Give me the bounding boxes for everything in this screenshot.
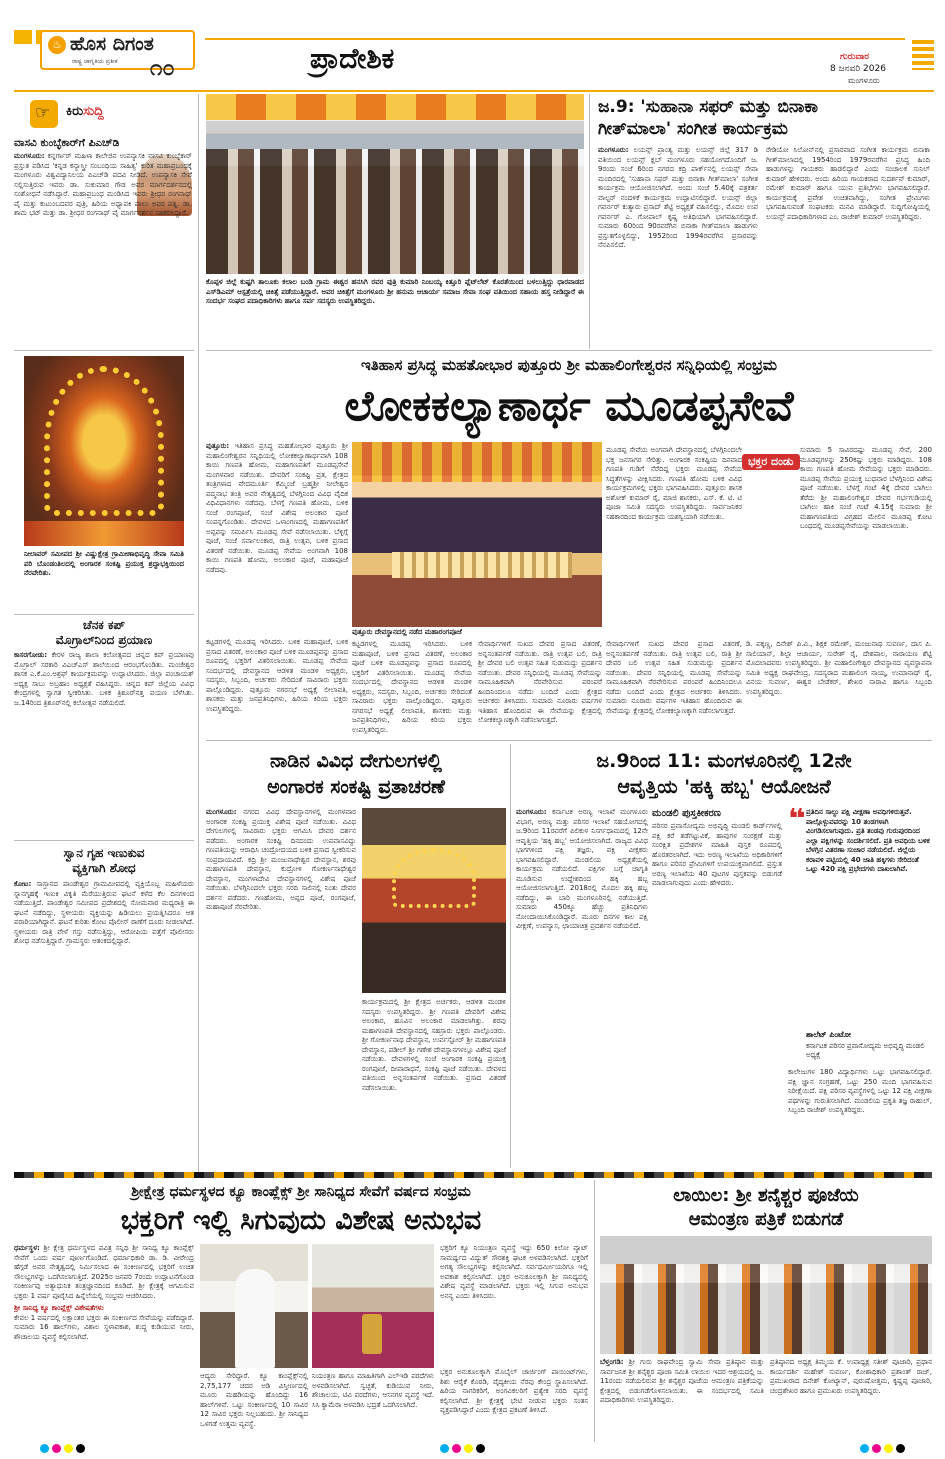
hakki-headline-l2: ಆವೃತ್ತಿಯ 'ಹಕ್ಕಿ ಹಬ್ಬ' ಆಯೋಜನೆ bbox=[617, 776, 831, 798]
angaraka-hakki-divider bbox=[510, 744, 511, 1168]
lead-body-c2: ಕಟ್ಟಡಗಳಲ್ಲಿ ಮೂಡಪ್ಪ ಇರಿಸಿದರು. ಬಳಿಕ ಮಹಾಪೂಜೆ, ಬಳಿಕ ಪ್ರಸಾದ ವಿತರಣೆ, ಅಲಂಕಾರ ಪೂಜೆ ಬಳಿಕ ಮೂಡಪ್ಪವನ್ನು ಪ್ರಸಾದ ರೂಪದಲ್ಲಿ ಭಕ್ತರಿಗೆ ವಿತರಿಸಲಾಯಿತು. ಮೂಡಪ್ಪ ಸೇವೆಯ ಸಂದರ್ಭದಲ್ಲಿ ದೇವಸ್ಥಾನದ ಆಡಳಿತ ಮಂಡಳಿ ಅಧ್ಯಕ್ಷರು, ಸದಸ್ಯರು, ಸಿಬ್ಬಂದಿ, ಅರ್ಚಕರು ಸೇರಿದಂತೆ ಸಾವಿರಾರು ಭಕ್ತರು ಪಾಲ್ಗೊಂಡಿದ್ದರು. ಪುತ್ತೂರು ನಗರಸಭೆ ಅಧ್ಯಕ್ಷೆ ಲೀಲಾವತಿ, ಶಾಸಕರು ಮತ್ತು ಜನಪ್ರತಿನಿಧಿಗಳು, ಹಿರಿಯ ಕಿರಿಯ ಭಕ್ತರು ಉಪಸ್ಥಿತರಿದ್ದರು. bbox=[352, 640, 472, 734]
kirusuddi-label bbox=[66, 104, 104, 119]
masthead bbox=[0, 0, 945, 90]
hakki-quote-box bbox=[788, 808, 932, 1028]
dharmasthala-dateline: ಧರ್ಮಸ್ಥಳ: bbox=[14, 1244, 40, 1252]
bhaktara-dandu-label: ಭಕ್ತರ ದಂಡು bbox=[742, 454, 800, 470]
pointing-hand-icon: ☞ bbox=[35, 103, 51, 123]
hakki-box-body: ಪರಿಸರ ಪ್ರವಾಸೋದ್ಯಮ ಅಭಿವೃದ್ಧಿ ಮಂಡಲಿ ಕಾರ್ಡ್‌ಗಳಲ್ಲಿ ಪಕ್ಷಿ ಕರೆ ತಡೆಗಟ್ಟುವಿಕೆ, ಹಾವುಗಳ ಸಂರಕ್ಷಣೆ ಮತ್ತು ಸಂರಕ್ಷಿತ ಪ್ರದೇಶಗಳ ಮಾಹಿತಿ ಪುಸ್ತಕ ರೂಪದಲ್ಲಿ ಹೊರತರಲಾಗಿದೆ. ಇದು ಅರಣ್ಯ ಇಲಾಖೆಯ ಅಧಿಕಾರಿಗಳಿಗೆ ಹಾಗೂ ಪರಿಸರ ಪ್ರೇಮಿಗಳಿಗೆ ಉಪಯುಕ್ತವಾಗಲಿದೆ. ಪ್ರಸ್ತುತ ಅರಣ್ಯ ಇಲಾಖೆಯ 40 ಪುಟಗಳ ಪುಸ್ತಕವನ್ನು ಬಿಡುಗಡೆ ಮಾಡಲಾಗುವುದು ಎಂದು ಹೇಳಿದರು. bbox=[652, 822, 782, 887]
hakki-box bbox=[652, 808, 782, 1168]
angaraka-shrine-lights bbox=[392, 848, 476, 908]
dharmasthala-kicker: ಶ್ರೀಕ್ಷೇತ್ರ ಧರ್ಮಸ್ಥಳದ ಕ್ಯೂ ಕಾಂಪ್ಲೆಕ್ಸ್ ಶ್ರೀ ಸಾನಿಧ್ಯದ ಸೇವೆಗೆ ವರ್ಷದ ಸಂಭ್ರಮ bbox=[131, 1184, 471, 1200]
registration-marks-right bbox=[860, 1444, 905, 1453]
dharmasthala-headline: ಭಕ್ತರಿಗೆ ಇಲ್ಲಿ ಸಿಗುವುದು ವಿಶೇಷ ಅನುಭವ bbox=[120, 1205, 482, 1236]
suhana-col2: ರೇಡಿಯೋ ಸಿಲೋನ್‌ನಲ್ಲಿ ಪ್ರಸಾರವಾದ ಸಂಗೀತ ಕಾರ್ಯಕ್ರಮ ಬಿನಾಕಾ ಗೀತ್‌ಮಾಲಾದಲ್ಲಿ 1954ರಿಂದ 1979ರವರೆಗಿನ ಪ್ರಸಿದ್ಧ ಹಿಂದಿ ಹಾಡುಗಳನ್ನು ಗಾಯಕರು ಹಾಡಲಿದ್ದಾರೆ ಎಂದು ಸಂಚಾಲಕ ಸುನಿಲ್ ಕುಮಾರ್ ಹೇಳಿದರು. ಅಂದು ಹಿರಿಯ ಗಾಯಕರಾದ ಸುದರ್ಶನ್ ಕುಮಾರ್, ರಮೇಶ್ ಕುಮಾರ್ ಹಾಗೂ ಯುವ ಪ್ರತಿಭೆಗಳು ಭಾಗವಹಿಸಲಿದ್ದಾರೆ. ಕಾರ್ಯಕ್ರಮಕ್ಕೆ ಪ್ರವೇಶ ಉಚಿತವಾಗಿದ್ದು, ಸಂಗೀತ ಪ್ರೇಮಿಗಳು ಭಾಗವಹಿಸುವಂತೆ ಸಂಘಟಕರು ಮನವಿ ಮಾಡಿದ್ದಾರೆ. ಸುದ್ದಿಗೋಷ್ಠಿಯಲ್ಲಿ ಲಯನ್ಸ್ ಪದಾಧಿಕಾರಿಗಳಾದ ಎಂ. ರಾಜೇಶ್ ಕುಮಾರ್ ಉಪಸ್ಥಿತರಿದ್ದರು. bbox=[766, 146, 930, 221]
hakki-col2: ಕಾಲೇಜುಗಳ 180 ವಿದ್ಯಾರ್ಥಿಗಳು ಒಟ್ಟು ಭಾಗವಹಿಸಲಿದ್ದಾರೆ. ಪಕ್ಷಿ ಜ್ಞಾನ ಸಂಗ್ರಹಣೆ, ಒಟ್ಟು 250 ಮಂದಿ ಭಾಗವಹಿಸುವ ನಿರೀಕ್ಷೆಯಿದೆ. ಪಕ್ಷಿ ಪರಿಸರ ವ್ಯವಸ್ಥೆಗಳಲ್ಲಿ ಒಟ್ಟು 12 ಪಕ್ಷಿ ವೀಕ್ಷಣಾ ಪಥಗಳನ್ನು ಗುರುತಿಸಲಾಗಿದೆ. ಮಂಡಲಿಯ ಪ್ರಕೃತಿ ತಜ್ಞ ರಾಹುಲ್, ಸಿಬ್ಬಂದಿ ರಾಜೇಶ್ ಉಪಸ್ಥಿತರಿದ್ದರು. bbox=[788, 1068, 932, 1114]
black-dot bbox=[896, 1444, 905, 1453]
laila-photo-people bbox=[600, 1264, 932, 1354]
hakki-quote-role: ಕರ್ನಾಟಕ ಪರಿಸರ ಪ್ರವಾಸೋದ್ಯಮ ಅಭಿವೃದ್ಧಿ ಮಂಡಲಿ ಅಧ್ಯಕ್ಷೆ bbox=[806, 1042, 925, 1059]
kirusuddi-item2-title-l2: ಮೊಗ್ರಾಲ್‌ನಿಂದ ಪ್ರಯಾಣ bbox=[55, 633, 153, 647]
laila-group-photo bbox=[600, 1236, 932, 1354]
lead-body-d2: ಸೇವಾರ್ಥಿಗಳಿಗೆ ಸುಖದ ದೇವರ ಪ್ರಸಾದ ವಿತರಣೆ, ಅನ್ನಸಂತರ್ಪಣೆ ನಡೆಯಿತು. ರಾತ್ರಿ ಉತ್ಸವ ಬಲಿ, ರಾತ್ರಿ ಶ್ರೀ ದೇವರ ಬಲಿ ಉತ್ಸವ ಸಹಿತ ಸುಡುಮದ್ದು ಪ್ರದರ್ಶನ ನಡೆಯಿತು. ದೇವರ ಸನ್ನಿಧಿಯಲ್ಲಿ ಮೂಡಪ್ಪ ಸೇವೆಯನ್ನು ಸಾಮೂಹಿಕವಾಗಿ ನೆರವೇರಿಸುವ ಪರಂಪರೆ ಹಿಂದಿನಿಂದಲೂ ನಡೆದು ಬಂದಿದೆ ಎಂದು ಕ್ಷೇತ್ರದ ಅರ್ಚಕರು ತಿಳಿಸಿದರು. ಸುಮಾರು ನೂರಾರು ವರ್ಷಗಳ ಇತಿಹಾಸ ಹೊಂದಿರುವ ಈ ಸೇವೆಯನ್ನು ಕ್ಷೇತ್ರದಲ್ಲಿ ಲೋಕಕಲ್ಯಾಣಕ್ಕಾಗಿ ನಡೆಸಲಾಗುತ್ತದೆ. bbox=[606, 640, 742, 715]
lead-photo-offerings bbox=[392, 552, 572, 578]
kirusuddi-temple-photo bbox=[24, 356, 184, 546]
hakki-headline bbox=[516, 748, 932, 800]
kirusuddi-item3-divider bbox=[14, 840, 194, 841]
dharmasthala-photo-1 bbox=[200, 1244, 308, 1368]
page-number: ೧೦ bbox=[150, 56, 175, 81]
kirusuddi-photo-caption: ನೀಲಾವರ್ ಸಮೀಪದ ಶ್ರೀ ವಿಷ್ಣುಕ್ಷೇತ್ರ ಗ್ರಾಮೀಣಾಭಿವೃದ್ಧಿ ಸೇವಾ ಸಮಿತಿ ಪರಿ ಬೊಂಡಂತಿಲದಲ್ಲಿ ಅಂಗಾರಕ ಸಂಕಷ್ಟಿ ಪ್ರಯುಕ್ತ ಶ್ರದ್ಧಾಭಕ್ತಿಯಿಂದ ನೆರವೇರಿತು. bbox=[24, 550, 184, 577]
lead-bottom-divider bbox=[206, 740, 932, 741]
kirusuddi-item3-body bbox=[14, 880, 194, 1160]
lead-photo-caption: ಪುತ್ತೂರು ದೇವಸ್ಥಾನದಲ್ಲಿ ನಡೆದ ಮಹಾರಂಗಪೂಜೆ bbox=[352, 628, 462, 636]
suhana-dateline: ಮಂಗಳೂರು: bbox=[598, 146, 629, 154]
angaraka-headline bbox=[206, 748, 506, 800]
dharmasthala-photo-1-figure bbox=[235, 1269, 275, 1368]
lead-photo-garlands bbox=[352, 442, 602, 482]
kirusuddi-item3-title bbox=[14, 846, 194, 876]
hakki-quote-text: ಪ್ರತಿದಿನ ಸಾಲ್ದು ಪಕ್ಷಿ ವೀಕ್ಷಣಾ ಅವಧಿಗಳಿರುತ್ತವೆ. ಪಾಲ್ಗೊಳ್ಳುವವರನ್ನು 10 ತಂಡಗಳಾಗಿ ವಿಂಗಡಿಸಲಾಗುವುದು. ಪ್ರತಿ ತಂಡವು ಗುರುಪುರದಿಂದ ಎಲ್ಲಾ ಪಕ್ಷಿಗಳನ್ನು ಸಂದರ್ಶಿಸಲಿದೆ. ಪ್ರತಿ ಅವಧಿಯ ಬಳಿಕ ಬೆಳಗ್ಗಿನ ವಿತರಣಾ ಸಂಚಾರ ನಡೆಯಲಿದೆ. ಜಿಲ್ಲೆಯ ಕರಾವಳಿ ಪಟ್ಟಿಯಲ್ಲಿ 40 ಜಾತಿ ಹಕ್ಕಿಗಳು ಸೇರಿದಂತೆ ಒಟ್ಟು 420 ಪಕ್ಷಿ ಪ್ರಭೇದಗಳು ದಾಖಲಾಗಿವೆ. bbox=[806, 808, 930, 873]
cyan-dot bbox=[440, 1444, 449, 1453]
angaraka-dateline: ಮಂಗಳೂರು: bbox=[206, 808, 237, 816]
dharmasthala-col2: ಆದ್ಯರು ಸೇರಿದ್ದಾರೆ. ಕ್ಯೂ ಕಾಂಪ್ಲೆಕ್ಸ್‌ನಲ್ಲಿ 2,75,177 ಚದರ ಅಡಿ ವಿಸ್ತೀರ್ಣದಲ್ಲಿ ಮೂರು ಮಹಡಿಯನ್ನು ಹೊಂದಿದ್ದು 16 ಹಾಲ್‌ಗಳಿವೆ. ಒಟ್ಟು ಸಂಕೀರ್ಣದಲ್ಲಿ 10 ಸಾವಿರ 12 ಸಾವಿರ ಭಕ್ತರು ನಿಲ್ಲಬಹುದು. ಶ್ರೀ ಸಾನಿಧ್ಯದ ಒಳಗಡೆ ಉತ್ತಮ ವ್ಯವಸ್ಥೆ. bbox=[200, 1372, 308, 1428]
lead-dateline: ಪುತ್ತೂರು: bbox=[206, 442, 230, 450]
lead-bottom-right: ಡಿ. ಪಕ್ಕಣ್ಣ, ದಿನೇಶ್ ಪಿ.ವಿ., ಶಿಕ್ಷಕ ರಮೇಶ್, ಮಂಜುನಾಥ ಸುವರ್ಣ, ದಾಸ ಪಿ. ಸಾಲಿಯಾನ್, ಶಿಲ್ಪಾ ಆಚಾರ್ಯ, ಸುರೇಶ್ ರೈ, ದೇಶಪಾಲ, ನಾರಾಯಣ ಶೆಟ್ಟಿ ಮೊದಲಾದವರು ಉಪಸ್ಥಿತರಿದ್ದರು. ಶ್ರೀ ಮಹಾಲಿಂಗೇಶ್ವರ ದೇವಸ್ಥಾನದ ವ್ಯವಸ್ಥಾಪನಾ ಸಮಿತಿ ಅಧ್ಯಕ್ಷ ರಾಘವೇಂದ್ರ, ಸದಸ್ಯರಾದ ಮಹಾಲಿಂಗ ನಾಯ್ಕ, ಉಮಾನಾಥ್ ರೈ, ವಿನಯ ಸುವರ್ಣ, ಈಶ್ವರ ಬೇಡೆಕರ್, ಶೇಖರ ನಾರಾವಿ ಹಾಗೂ ಸಿಬ್ಬಂದಿ ಉಪಸ್ಥಿತರಿದ್ದರು. bbox=[746, 640, 932, 696]
logo-tagline: ರಾಷ್ಟ್ರ ಜಾಗೃತಿಯ ಪ್ರತೀಕ bbox=[72, 58, 118, 65]
hakki-headline-l1: ಜ.9ರಿಂದ 11: ಮಂಗಳೂರಿನಲ್ಲಿ 12ನೇ bbox=[596, 750, 852, 772]
suhana-col1 bbox=[598, 146, 758, 346]
magenta-dot bbox=[872, 1444, 881, 1453]
bhaktara-dandu-badge bbox=[742, 450, 800, 470]
hakki-col1 bbox=[516, 808, 648, 1168]
hakki-col1-text: ಕರ್ನಾಟಕ ಅರಣ್ಯ ಇಲಾಖೆ ಮಂಗಳೂರು ವಿಭಾಗ, ಅರಣ್ಯ ಮತ್ತು ಪರಿಸರ ಇಲಾಖೆ ಸಹಯೋಗದಲ್ಲಿ ಜ.9ರಿಂದ 11ರವರೆಗೆ ಪಿಲಿಕುಳ ನಿಸರ್ಗಧಾಮದಲ್ಲಿ 12ನೇ ಆವೃತ್ತಿಯ 'ಹಕ್ಕಿ ಹಬ್ಬ' ಆಯೋಜಿಸಲಾಗಿದೆ. ರಾಜ್ಯದ ವಿವಿಧ ಭಾಗಗಳಿಂದ ಪಕ್ಷಿ ತಜ್ಞರು, ಪಕ್ಷಿ ವೀಕ್ಷಕರು ಭಾಗವಹಿಸಲಿದ್ದಾರೆ. ಮಂಡಲಿಯ ಅಧ್ಯಕ್ಷತೆಯಲ್ಲಿ ಕಾರ್ಯಕ್ರಮ ನಡೆಯಲಿದೆ. ಪಕ್ಷಿಗಳ ಬಗ್ಗೆ ಜಾಗೃತಿ ಮೂಡಿಸುವ ಉದ್ದೇಶದಿಂದ ಹಕ್ಕಿ ಹಬ್ಬ ಆಯೋಜಿಸಲಾಗುತ್ತಿದೆ. 2018ರಲ್ಲಿ ಮೊದಲ ಹಕ್ಕಿ ಹಬ್ಬ ನಡೆದಿದ್ದು, ಈ ಬಾರಿ ಮಂಗಳೂರಿನಲ್ಲಿ ನಡೆಯುತ್ತಿದೆ. ಸುಮಾರು 450ಕ್ಕೂ ಹೆಚ್ಚು ಪ್ರತಿನಿಧಿಗಳು ನೋಂದಾಯಿಸಿಕೊಂಡಿದ್ದಾರೆ. ಮೂರು ದಿನಗಳ ಕಾಲ ಪಕ್ಷಿ ವೀಕ್ಷಣೆ, ಉಪನ್ಯಾಸ, ಛಾಯಾಚಿತ್ರ ಪ್ರದರ್ಶನ ನಡೆಯಲಿದೆ. bbox=[516, 808, 648, 930]
dharmasthala-col3: ನಿಯಂತ್ರಣ ಹಾಗೂ ಮಾಹಿತಿಗಾಗಿ ಎಲ್‌ಇಡಿ ಪರದೆಗಳು ಅಳವಡಿಸಲಾಗಿದೆ. ಸ್ವಚ್ಛತೆ, ಕುಡಿಯುವ ನೀರು, ಶೌಚಾಲಯ, ಟಿವಿ ಪರದೆಗಳು, ಆಸನಗಳ ವ್ಯವಸ್ಥೆ ಇದೆ. ಸಿಸಿ ಕ್ಯಾಮೆರಾ ಅಳವಡಿಸಿ ಭದ್ರತೆ ಒದಗಿಸಲಾಗಿದೆ. bbox=[312, 1372, 434, 1409]
laila-headline-l1: ಲಾಯಿಲ: ಶ್ರೀ ಶನೈಶ್ಚರ ಪೂಜೆಯ bbox=[673, 1185, 859, 1206]
bottom-section-strip bbox=[14, 1172, 932, 1178]
registration-marks-center bbox=[440, 1444, 485, 1453]
dharmasthala-photo-2-lamp bbox=[362, 1314, 382, 1354]
laila-headline-l2: ಆಮಂತ್ರಣ ಪತ್ರಿಕೆ ಬಿಡುಗಡೆ bbox=[688, 1209, 844, 1230]
kirusuddi-item2-text: ಕೇರಳ ರಾಜ್ಯ ಶಾಲಾ ಕಲೋತ್ಸವದ ಚಿನ್ನದ ಕಪ್ ಪ್ರಯಾಣವು ಮೊಗ್ರಾಲ್ ಸರಕಾರಿ ವಿಎಚ್‌ಎಸ್ ಶಾಲೆಯಿಂದ ಆರಂಭಗೊಂಡಿತು. ಮಂಜೇಶ್ವರ ಶಾಸಕ ಎ.ಕೆ.ಎಂ.ಅಶ್ರಫ್ ಕಾರ್ಯಕ್ರಮವನ್ನು ಉದ್ಘಾಟಿಸಿದರು. ಜಿಲ್ಲಾ ಪಂಚಾಯತ್ ಅಧ್ಯಕ್ಷ ಸಾಬು ಅಬ್ರಹಾಂ ಅಧ್ಯಕ್ಷತೆ ವಹಿಸಿದ್ದರು. ಚಿನ್ನದ ಕಪ್ ಜಿಲ್ಲೆಯ ವಿವಿಧ ಕೇಂದ್ರಗಳಲ್ಲಿ ಸ್ವಾಗತ ಸ್ವೀಕರಿಸಿತು. ಬಳಿಕ ತ್ರಿಶೂರ್‌ನತ್ತ ಪಯಣ ಬೆಳೆಸಿತು. ಜ.14ರಿಂದ ತ್ರಿಶೂರ್‌ನಲ್ಲಿ ಕಲೋತ್ಸವ ನಡೆಯಲಿದೆ. bbox=[14, 651, 194, 707]
hakki-box-title: ಮಂಡಲಿ ಪುಸ್ತಕೀಕರಣ bbox=[652, 808, 721, 819]
angaraka-col1-text: ನಗರದ ವಿವಿಧ ದೇವಸ್ಥಾನಗಳಲ್ಲಿ ಮಂಗಳವಾರ ಅಂಗಾರಕ ಸಂಕಷ್ಟಿ ಪ್ರಯುಕ್ತ ವಿಶೇಷ ಪೂಜೆ ನಡೆಯಿತು. ವಿವಿಧ ದೇಗುಲಗಳಲ್ಲಿ ಸಾವಿರಾರು ಭಕ್ತರು ಆಗಮಿಸಿ ದೇವರ ದರ್ಶನ ಪಡೆದರು. ಅಂಗಾರಕ ಸಂಕಷ್ಟಿ ದಿನದಂದು ಉಪವಾಸವಿದ್ದು ಗಣಪತಿಯನ್ನು ಆರಾಧಿಸಿ ಚಂದ್ರೋದಯದ ಬಳಿಕ ಪ್ರಸಾದ ಸ್ವೀಕರಿಸುವ ಸಂಪ್ರದಾಯವಿದೆ. ಕದ್ರಿ ಶ್ರೀ ಮಂಜುನಾಥೇಶ್ವರ ದೇವಸ್ಥಾನ, ಶರವು ಮಹಾಗಣಪತಿ ದೇವಸ್ಥಾನ, ಕುದ್ರೋಳಿ ಗೋಕರ್ಣನಾಥೇಶ್ವರ ದೇವಸ್ಥಾನ, ಮಂಗಳಾದೇವಿ ದೇವಸ್ಥಾನಗಳಲ್ಲಿ ವಿಶೇಷ ಪೂಜೆ ನಡೆಯಿತು. ಬೆಳಗ್ಗಿನಿಂದಲೇ ಭಕ್ತರು ಸರದಿ ಸಾಲಿನಲ್ಲಿ ನಿಂತು ದೇವರ ದರ್ಶನ ಪಡೆದರು. ಗಣಹೋಮ, ಅಪ್ಪದ ಪೂಜೆ, ರಂಗಪೂಜೆ, ಮಹಾಪೂಜೆ ನೆರವೇರಿತು. bbox=[206, 808, 356, 911]
registration-marks-left bbox=[40, 1444, 85, 1453]
kirusuddi-item3-title-l1: ಸ್ವಾನ ಗೃಹ ಇಣುಕುವ bbox=[63, 846, 145, 860]
lead-body-a-text: ಇತಿಹಾಸ ಪ್ರಸಿದ್ಧ ಮಹತೋಭಾರ ಪುತ್ತೂರು ಶ್ರೀ ಮಹಾಲಿಂಗೇಶ್ವರನ ಸನ್ನಿಧಿಯಲ್ಲಿ ಲೋಕಕಲ್ಯಾಣಾರ್ಥವಾಗಿ 108 ಕಾಯಿ ಗಣಪತಿ ಹೋಮ, ಮಹಾಗಣಪತಿಗೆ ಮೂಡಪ್ಪಸೇವೆ ಮಂಗಳವಾರ ನಡೆಯಿತು. ದೇವರಿಗೆ ಸಂಕಷ್ಟಿ ವ್ರತ, ಕ್ಷೇತ್ರದ ತಂತ್ರಿಗಳಾದ ವೇದಮೂರ್ತಿ ಕೆಮ್ಮಿಂಜೆ ಬ್ರಹ್ಮಶ್ರೀ ನೀಲೇಶ್ವರ ಪದ್ಮನಾಭ ತಂತ್ರಿ ಅವರ ನೇತೃತ್ವದಲ್ಲಿ ಬೆಳಗ್ಗಿನಿಂದ ವಿವಿಧ ವೈದಿಕ ವಿಧಿವಿಧಾನಗಳು ನಡೆದವು. ಬೆಳಗ್ಗೆ ಗಣಪತಿ ಹೋಮ, ಬಳಿಕ ಸಂಜೆ ರಂಗಪೂಜೆ, ಸಂಜೆ ವಿಶೇಷ ಅಲಂಕಾರ ಪೂಜೆ ಸಂಪನ್ನಗೊಂಡಿತು. ದೇವಳದ ಒಳಾಂಗಣದಲ್ಲಿ ಮಹಾಗಣಪತಿಗೆ ಅಪ್ಪವನ್ನು ಸಮರ್ಪಿಸಿ ಮೂಡಪ್ಪ ಸೇವೆ ನಡೆಸಲಾಯಿತು. ಬೆಳ್ಳಿಗ್ಗೆ ಪೂಜೆ, ಸಂಜೆ ಸರ್ವಾಲಂಕಾರ, ರಾತ್ರಿ ಉತ್ಸವ, ಬಳಿಕ ಪ್ರಸಾದ ವಿತರಣೆ ನಡೆಯಿತು. ಮೂಡಪ್ಪ ಸೇವೆಯ ಅಂಗವಾಗಿ 108 ಕಾಯಿ ಗಣಪತಿ ಹೋಮ, ಅಲಂಕಾರ ಪೂಜೆ, ಮಹಾಪೂಜೆ ನಡೆದವು. bbox=[206, 442, 348, 574]
lead-body-c: ಕಟ್ಟಡಗಳಲ್ಲಿ ಮೂಡಪ್ಪ ಇರಿಸಿದರು. ಬಳಿಕ ಮಹಾಪೂಜೆ, ಬಳಿಕ ಪ್ರಸಾದ ವಿತರಣೆ, ಅಲಂಕಾರ ಪೂಜೆ ಬಳಿಕ ಮೂಡಪ್ಪವನ್ನು ಪ್ರಸಾದ ರೂಪದಲ್ಲಿ ಭಕ್ತರಿಗೆ ವಿತರಿಸಲಾಯಿತು. ಮೂಡಪ್ಪ ಸೇವೆಯ ಸಂದರ್ಭದಲ್ಲಿ ದೇವಸ್ಥಾನದ ಆಡಳಿತ ಮಂಡಳಿ ಅಧ್ಯಕ್ಷರು, ಸದಸ್ಯರು, ಸಿಬ್ಬಂದಿ, ಅರ್ಚಕರು ಸೇರಿದಂತೆ ಸಾವಿರಾರು ಭಕ್ತರು ಪಾಲ್ಗೊಂಡಿದ್ದರು. ಪುತ್ತೂರು ನಗರಸಭೆ ಅಧ್ಯಕ್ಷೆ ಲೀಲಾವತಿ, ಶಾಸಕರು ಮತ್ತು ಜನಪ್ರತಿನಿಧಿಗಳು, ಹಿರಿಯ ಕಿರಿಯ ಭಕ್ತರು ಉಪಸ್ಥಿತರಿದ್ದರು. bbox=[206, 638, 348, 713]
kirusuddi-item1-title: ವಾಸವಿ ಕುಂಬ್ಳೆಕಾರ್‌ಗೆ ಪಿಎಚ್‌ಡಿ bbox=[14, 137, 120, 149]
garland-decoration bbox=[44, 366, 164, 516]
masthead-city: ಮಂಗಳೂರು bbox=[848, 76, 880, 85]
kirusuddi-label-b: ಸುದ್ದಿ bbox=[83, 104, 104, 119]
cyan-dot bbox=[860, 1444, 869, 1453]
dharmasthala-col1b-text: ಕೇವಲ 1 ವರ್ಷದಲ್ಲಿ ಲಕ್ಷಾಂತರ ಭಕ್ತರು ಈ ಸಂಕೀರ್ಣದ ಸೇವೆಯನ್ನು ಪಡೆದಿದ್ದಾರೆ. ಸುಮಾರು 16 ಹಾಲ್‌ಗಳು, ವಿಶಾಲ ಸ್ಥಳಾವಕಾಶ, ಶುದ್ಧ ಕುಡಿಯುವ ನೀರು, ಶೌಚಾಲಯ ವ್ಯವಸ್ಥೆ ಕಲ್ಪಿಸಲಾಗಿದೆ. bbox=[14, 1313, 194, 1341]
laila-col1-text: ಶ್ರೀ ಗುರು ರಾಘವೇಂದ್ರ ಸ್ವಾಮಿ ಸೇವಾ ಪ್ರತಿಷ್ಠಾನ ಮತ್ತು ಸಾರ್ವಜನಿಕ ಶ್ರೀ ಶನೈಶ್ಚರ ಪೂಜಾ ಸಮಿತಿ ಲಾಯಿಲ ಇದರ ಆಶ್ರಯದಲ್ಲಿ ಜ. 11ರಂದು ನಡೆಯಲಿರುವ ಶ್ರೀ ಶನೈಶ್ಚರ ಪೂಜೆಯ ಆಮಂತ್ರಣ ಪತ್ರಿಕೆಯನ್ನು ಕ್ಷೇತ್ರದಲ್ಲಿ ಬಿಡುಗಡೆಗೊಳಿಸಲಾಯಿತು. ಈ ಸಂದರ್ಭದಲ್ಲಿ ಸಮಿತಿ ಪದಾಧಿಕಾರಿಗಳು ಉಪಸ್ಥಿತರಿದ್ದರು. bbox=[600, 1358, 764, 1404]
yellow-dot bbox=[64, 1444, 73, 1453]
dharmasthala-col5: ಭಕ್ತರ ಅನುಕೂಲಕ್ಕಾಗಿ ಮೊಬೈಲ್ ಚಾರ್ಜಿಂಗ್ ಪಾಯಿಂಟ್‌ಗಳು, ಶಿಶು ಆರೈಕೆ ಕೊಠಡಿ, ವೈದ್ಯಕೀಯ ನೆರವು ಕೇಂದ್ರ ಸ್ಥಾಪಿಸಲಾಗಿದೆ. ಹಿರಿಯ ನಾಗರಿಕರಿಗೆ, ಅಂಗವಿಕಲರಿಗೆ ಪ್ರತ್ಯೇಕ ಸರದಿ ವ್ಯವಸ್ಥೆ ಕಲ್ಪಿಸಲಾಗಿದೆ. ಶ್ರೀ ಕ್ಷೇತ್ರಕ್ಕೆ ಭೇಟಿ ನೀಡುವ ಭಕ್ತರು ಸಂತಸ ವ್ಯಕ್ತಪಡಿಸಿದ್ದಾರೆ ಎಂದು ಕ್ಷೇತ್ರದ ಪ್ರಕಟಣೆ ತಿಳಿಸಿದೆ. bbox=[440, 1368, 588, 1414]
magenta-dot bbox=[452, 1444, 461, 1453]
masthead-right-tab bbox=[912, 40, 934, 70]
lead-sidebar-caption: ಮೂಡಪ್ಪ ಸೇವೆಯ ಅಂಗವಾಗಿ ದೇವಸ್ಥಾನದಲ್ಲಿ ಬೆಳಗ್ಗಿನಿಂದಲೇ ಭಕ್ತ ಜನಸಾಗರ ಸೇರಿತ್ತು. ಅಂಗಾರಕ ಸಂಕಷ್ಟಿಯ ದಿನವಾದ ಗಣಪತಿ ಗುಡಿಗೆ ನೆರೆದಿದ್ದ ಭಕ್ತರು ಮೂಡಪ್ಪ ಸೇವೆಯ ಸಿದ್ಧತೆಗಳನ್ನು ವೀಕ್ಷಿಸಿದರು. ಗಣಪತಿ ಹೋಮ ಬಳಿಕ ವಿವಿಧ ಕಾರ್ಯಕ್ರಮಗಳಲ್ಲಿ ಭಕ್ತರು ಭಾಗವಹಿಸಿದರು. ಪುತ್ತೂರು ಶಾಸಕ ಅಶೋಕ್ ಕುಮಾರ್ ರೈ, ಮಾಜಿ ಶಾಸಕರು, ಎಸ್. ಕೆ. ಟಿ. ಟಿ ಪೂಜಾ ಸಮಿತಿ ಸದಸ್ಯರು ಉಪಸ್ಥಿತರಿದ್ದರು. ಸಾರ್ವಜನಿಕರ ಸಹಕಾರದಿಂದ ಕಾರ್ಯಕ್ರಮ ಯಶಸ್ವಿಯಾಗಿ ನಡೆಯಿತು. bbox=[606, 446, 742, 521]
kirusuddi-label-a: ಕಿರು bbox=[66, 104, 84, 119]
logo-text: ಹೊಸ ದಿಗಂತ bbox=[70, 33, 154, 55]
lead-body-b: ಸುಮಾರು 5 ಸಾವಿರದಷ್ಟು ಮೂಡಪ್ಪ ಸೇವೆ, 200 ಮೂಡಪ್ಪಗಳನ್ನು 250ಕಷ್ಟು ಭಕ್ತರು ಮಾಡಿದ್ದರು. 108 ಕಾಯಿ ಗಣಪತಿ ಹೋಮ ಸೇವೆಯನ್ನು ಭಕ್ತರು ಮಾಡಿದರು. ಮೂಡಪ್ಪ ಸೇವೆಯ ಪ್ರಯುಕ್ತ ಬುಧವಾರ ಬೆಳಗ್ಗಿನಿಂದ ವಿಶೇಷ ಪೂಜೆ ನಡೆಯಿತು. ಬೆಳಗ್ಗೆ ಗಂಟೆ 4ಕ್ಕೆ ದೇವರ ಬಾಗಿಲು ತೆರೆದು ಶ್ರೀ ಮಹಾಲಿಂಗೇಶ್ವರ ದೇವರ ಗರ್ಭಗುಡಿಯಲ್ಲಿ ಬಾಗಿಲು ಹಾಕಿ ಸಂಜೆ ಗಂಟೆ 4.15ಕ್ಕೆ ಸುಮಾರು ಶ್ರೀ ಮಹಾಗಣಪತಿಯ ವಿಗ್ರಹದ ಮೇಲಿನ ಮೂಡಪ್ಪ ಕೋಟ ಬಂಧದಲ್ಲಿ ಮೂಡಪ್ಪಸೇವೆಯನ್ನು ಮಾಡಲಾಯಿತು. bbox=[800, 446, 932, 530]
dharmasthala-col1 bbox=[14, 1244, 194, 1424]
lead-headline: ಲೋಕಕಲ್ಯಾಣಾರ್ಥ ಮೂಡಪ್ಪಸೇವೆ bbox=[344, 381, 794, 430]
hakki-quote-author: ಶಾಲೆಟ್ ಪಿಂಟೋ bbox=[806, 1030, 851, 1039]
top-group-photo bbox=[206, 94, 584, 274]
laila-headline bbox=[600, 1184, 932, 1232]
yellow-dot bbox=[884, 1444, 893, 1453]
left-column-divider bbox=[198, 94, 199, 1174]
lead-kicker: ಇತಿಹಾಸ ಪ್ರಸಿದ್ಧ ಮಹತೋಭಾರ ಪುತ್ತೂರು ಶ್ರೀ ಮಹಾಲಿಂಗೇಶ್ವರನ ಸನ್ನಿಧಿಯಲ್ಲಿ ಸಂಭ್ರಮ bbox=[360, 356, 778, 374]
angaraka-temple-photo bbox=[362, 808, 506, 993]
kirusuddi-badge bbox=[30, 100, 58, 128]
kirusuddi-item2-body bbox=[14, 651, 194, 837]
section-title: ಪ್ರಾದೇಶಿಕ bbox=[310, 42, 395, 75]
top-photo-people bbox=[206, 149, 584, 274]
kirusuddi-item3-dateline: ಕೋಟ: bbox=[14, 880, 32, 888]
masthead-divider bbox=[14, 90, 934, 92]
kirusuddi-item2-dateline: ಕಾಸರಗೋಡು: bbox=[14, 651, 48, 659]
lamp-icon: ♨ bbox=[48, 36, 66, 54]
laila-dateline: ಬೆಳ್ತಂಗಡಿ: bbox=[600, 1358, 624, 1366]
quote-icon: ❝ bbox=[788, 808, 806, 837]
top-middle-divider bbox=[589, 94, 590, 349]
angaraka-col2: ಕಾರ್ಯಕ್ರಮದಲ್ಲಿ ಶ್ರೀ ಕ್ಷೇತ್ರದ ಅರ್ಚಕರು, ಆಡಳಿತ ಮಂಡಳಿ ಸದಸ್ಯರು ಉಪಸ್ಥಿತರಿದ್ದರು. ಶ್ರೀ ಗಣಪತಿ ದೇವರಿಗೆ ವಿಶೇಷ ಅಲಂಕಾರ, ಹೂವಿನ ಅಲಂಕಾರ ಮಾಡಲಾಗಿತ್ತು. ಶರವು ಮಹಾಗಣಪತಿ ದೇವಸ್ಥಾನದಲ್ಲಿ ಸಹಸ್ರಾರು ಭಕ್ತರು ಪಾಲ್ಗೊಂಡರು. ಶ್ರೀ ಗೋಕರ್ಣನಾಥ ದೇವಸ್ಥಾನ, ಉರ್ವಸ್ಟೋರ್ ಶ್ರೀ ಮಹಾಗಣಪತಿ ದೇವಸ್ಥಾನ, ಪಡೀಲ್ ಶ್ರೀ ಗಣೇಶ ದೇವಸ್ಥಾನಗಳಲ್ಲೂ ವಿಶೇಷ ಪೂಜೆ ನಡೆಯಿತು. ದೇವಳಗಳಲ್ಲಿ ಸಂಜೆ ಅಂಗಾರಕ ಸಂಕಷ್ಟಿ ಪ್ರಯುಕ್ತ ರಂಗಪೂಜೆ, ದೀಪಾರಾಧನೆ, ಸಂಕಷ್ಟಿ ಪೂಜೆ ನಡೆಯಿತು. ದೇವಳದ ವತಿಯಿಂದ ಅನ್ನಸಂತರ್ಪಣೆ ನಡೆಯಿತು. ಪ್ರಸಾದ ವಿತರಣೆ ನಡೆಸಲಾಯಿತು. bbox=[362, 998, 506, 1092]
yellow-dot bbox=[464, 1444, 473, 1453]
laila-col1 bbox=[600, 1358, 764, 1442]
kirusuddi-item1-dateline: ಮಂಗಳೂರು: bbox=[14, 152, 45, 160]
masthead-day: ಗುರುವಾರ bbox=[840, 52, 870, 62]
lead-top-divider bbox=[206, 350, 932, 351]
lead-body-d: ಸೇವಾರ್ಥಿಗಳಿಗೆ ಸುಖದ ದೇವರ ಪ್ರಸಾದ ವಿತರಣೆ, ಅನ್ನಸಂತರ್ಪಣೆ ನಡೆಯಿತು. ರಾತ್ರಿ ಉತ್ಸವ ಬಲಿ, ರಾತ್ರಿ ಶ್ರೀ ದೇವರ ಬಲಿ ಉತ್ಸವ ಸಹಿತ ಸುಡುಮದ್ದು ಪ್ರದರ್ಶನ ನಡೆಯಿತು. ದೇವರ ಸನ್ನಿಧಿಯಲ್ಲಿ ಮೂಡಪ್ಪ ಸೇವೆಯನ್ನು ಸಾಮೂಹಿಕವಾಗಿ ನೆರವೇರಿಸುವ ಪರಂಪರೆ ಹಿಂದಿನಿಂದಲೂ ನಡೆದು ಬಂದಿದೆ ಎಂದು ಕ್ಷೇತ್ರದ ಅರ್ಚಕರು ತಿಳಿಸಿದರು. ಸುಮಾರು ನೂರಾರು ವರ್ಷಗಳ ಇತಿಹಾಸ ಹೊಂದಿರುವ ಈ ಸೇವೆಯನ್ನು ಕ್ಷೇತ್ರದಲ್ಲಿ ಲೋಕಕಲ್ಯಾಣಕ್ಕಾಗಿ ನಡೆಸಲಾಗುತ್ತದೆ. bbox=[478, 640, 602, 724]
suhana-col1-text: ಲಯನ್ಸ್ ಪ್ರಾಂತ್ಯ ಮತ್ತು ಲಯನ್ಸ್ ಜಿಲ್ಲೆ 317 ಡಿ ವತಿಯಿಂದ ಲಯನ್ಸ್ ಕ್ಲಬ್ ಮಂಗಳೂರು ಸಹಯೋಗದೊಂದಿಗೆ ಜ. 9ರಂದು ಸಂಜೆ 6ರಿಂದ ನಗರದ ಕದ್ರಿ ಪಾರ್ಕ್‌ನಲ್ಲಿ ಲಯನ್ಸ್ ಸೇವಾ ಮಂದಿರದಲ್ಲಿ 'ಸುಹಾನಾ ಸಫರ್ ಮತ್ತು ಬಿನಾಕಾ ಗೀತ್‌ಮಾಲಾ' ಸಂಗೀತ ಕಾರ್ಯಕ್ರಮ ಆಯೋಜಿಸಲಾಗಿದೆ. ಅಂದು ಸಂಜೆ 5.40ಕ್ಕೆ ಪತ್ರಕರ್ತ ವಾಲ್ಟರ್ ನಂದಳಿಕೆ ಕಾರ್ಯಕ್ರಮ ಉದ್ಘಾಟಿಸಲಿದ್ದಾರೆ. ಲಯನ್ಸ್ ಜಿಲ್ಲಾ ಗವರ್ನರ್ ಕುತ್ಯಾರು ಪ್ರಸಾದ್ ಶೆಟ್ಟಿ ಅಧ್ಯಕ್ಷತೆ ವಹಿಸಲಿದ್ದು, ಮೊದಲ ಉಪ ಗವರ್ನರ್ ಎ. ಗೋಪಾಲ್ ಕೃಷ್ಣ ಅತಿಥಿಯಾಗಿ ಭಾಗವಹಿಸಲಿದ್ದಾರೆ. ಸುಮಾರು 60ರಿಂದ 90ರವರೆಗಿನ ಬಿನಾಕಾ ಗೀತ್‌ಮಾಲಾ ಹಾಡುಗಳು ಪ್ರಸ್ತುತಗೊಳ್ಳಲಿದ್ದು, 1952ರಿಂದ 1994ರವರೆಗಿನ ಪ್ರಸಾರವನ್ನು ನೆನಪಿಸಲಿದೆ. bbox=[598, 146, 758, 249]
kirusuddi-item1-body bbox=[14, 152, 192, 342]
kirusuddi-item1-divider bbox=[14, 350, 194, 351]
dharmasthala-subhead: ಶ್ರೀ ಸಾನಿಧ್ಯ ಕ್ಯೂ ಕಾಂಪ್ಲೆಕ್ಸ್ ವಿಶೇಷತೆಗಳು bbox=[14, 1304, 104, 1312]
top-photo-banner bbox=[206, 94, 584, 120]
angaraka-headline-l2: ಅಂಗಾರಕ ಸಂಕಷ್ಟಿ ವ್ರತಾಚರಣೆ bbox=[267, 776, 445, 798]
lamp-row bbox=[24, 521, 184, 546]
kirusuddi-item3-title-l2: ವ್ಯಕ್ತಿಗಾಗಿ ಶೋಧ bbox=[72, 861, 136, 875]
section-title-bar bbox=[205, 38, 905, 40]
kirusuddi-item3-text: ಸಾಸ್ತಾನದ ಪಾಂಡೇಶ್ವರ ಗ್ರಾಮಮೀಪದಲ್ಲಿ ವ್ಯಕ್ತಿಯೊಬ್ಬ ಮಹಿಳೆಯರು ಸ್ನಾನಗೃಹಕ್ಕೆ ಇಣುಕಿ ವಿಕೃತಿ ಮೆರೆಯುತ್ತಿರುವ ಘಟನೆ ಕಳೆದ ಕೆಲ ದಿನಗಳಿಂದ ನಡೆಯುತ್ತಿದೆ. ಪಾಂಡೇಶ್ವರ ಸಮೀಪದ ಪ್ರದೇಶದಲ್ಲಿ ಸೋಮವಾರ ಮಧ್ಯರಾತ್ರಿ ಈ ಘಟನೆ ನಡೆದಿದ್ದು, ಸ್ಥಳೀಯರು ವ್ಯಕ್ತಿಯನ್ನು ಹಿಡಿಯಲು ಪ್ರಯತ್ನಿಸಿದರೂ ಆತ ಪರಾರಿಯಾಗಿದ್ದಾನೆ. ಘಟನೆ ಕುರಿತು ಕೋಟ ಪೊಲೀಸ್ ಠಾಣೆಗೆ ದೂರು ನೀಡಲಾಗಿದೆ. ಸ್ಥಳೀಯರು ರಾತ್ರಿ ವೇಳೆ ಗಸ್ತು ನಡೆಸುತ್ತಿದ್ದು, ಆರೋಪಿಯ ಪತ್ತೆಗೆ ಪೊಲೀಸರು ಶೋಧ ನಡೆಸುತ್ತಿದ್ದಾರೆ. ಗ್ರಾಮಸ್ಥರು ಆತಂಕದಲ್ಲಿದ್ದಾರೆ. bbox=[14, 880, 194, 945]
dharmasthala-photo-2 bbox=[312, 1244, 434, 1368]
suhana-headline-l1: ಜ.9: 'ಸುಹಾನಾ ಸಫರ್ ಮತ್ತು ಬಿನಾಕಾ bbox=[598, 97, 819, 117]
kirusuddi-item2-title bbox=[14, 618, 194, 648]
angaraka-headline-l1: ನಾಡಿನ ವಿವಿಧ ದೇಗುಲಗಳಲ್ಲಿ bbox=[270, 750, 442, 772]
masthead-date: 8 ಜನವರಿ 2026 bbox=[830, 64, 886, 74]
suhana-headline-l2: ಗೀತ್‌ಮಾಲಾ' ಸಂಗೀತ ಕಾರ್ಯಕ್ರಮ bbox=[598, 119, 788, 139]
cyan-dot bbox=[40, 1444, 49, 1453]
lead-main-photo bbox=[352, 442, 602, 627]
suhana-headline bbox=[598, 96, 928, 140]
kirusuddi-item1-text: ಕನ್ನರ್ಗಾರ್ ಮಹಿಳಾ ಕಾಲೇಜಿನ ಉಪನ್ಯಾಸಕಿ ವಾಸವಿ ಕುಂಬ್ಳೆಕಾರ್ ಪ್ರಸ್ತುತ ಪಡಿಸಿದ 'ಕನ್ನಡ ಕನ್ಯಾಸ್ತ್ರೀ ಸಂಬಂಧಿಯ ಸಾಹಿತ್ಯ' ಕುರಿತ ಮಹಾಪ್ರಬಂಧಕ್ಕೆ ಮಂಗಳೂರು ವಿಶ್ವವಿದ್ಯಾನಿಲಯ ಪಿಎಚ್‌ಡಿ ಪದವಿ ನೀಡಿದೆ. ಉಪನ್ಯಾಸಕಿ ಸೇವೆ ಸಲ್ಲಿಸುತ್ತಿರುವ ಇವರು ಡಾ. ಸುಕುಮಾರ ಗೌಡ ಅವರ ಮಾರ್ಗದರ್ಶನದಲ್ಲಿ ಸಂಶೋಧನೆ ನಡೆಸಿದ್ದಾರೆ. ಮಹಾಪ್ರಬಂಧ ಮಂಡಿಸಿದ ಇವರು ಶ್ರೀಧರ ರಂಗನಾಥ್ ಪೈ ಮತ್ತು ಕುಟುಂಬದವರ ಪುತ್ರಿ, ಹಿರಿಯ ಅಧ್ಯಾಪಕಿ ಪಾಲು ಅವರ ಪತ್ನಿ. ಡಾ. ಶಾಮ ಭಟ್ ಮತ್ತು ಡಾ. ಶ್ರೀಧರ ರಂಗನಾಥ್ ಪೈ ಮಾರ್ಗದರ್ಶನ ಸಹಕರಿಸಿದ್ದಾರೆ. bbox=[14, 152, 192, 217]
hakki-dateline: ಮಂಗಳೂರು: bbox=[516, 808, 547, 816]
kirusuddi-item2-divider bbox=[14, 614, 194, 615]
angaraka-col1 bbox=[206, 808, 356, 1168]
dharmasthala-col4: ಭಕ್ತರಿಗೆ ಕ್ಯೂ ನಿಯಂತ್ರಣ ವ್ಯವಸ್ಥೆ ಇದ್ದು 650 ಕಿಲೋ ವ್ಯಾಟ್ ಸಾಮರ್ಥ್ಯದ ವಿದ್ಯುತ್ ಸೌರಶಕ್ತಿ ಘಟಕ ಅಳವಡಿಸಲಾಗಿದೆ. ಭಕ್ತರಿಗೆ ಅಗತ್ಯ ಸೌಲಭ್ಯಗಳನ್ನು ಕಲ್ಪಿಸಲಾಗಿದೆ. ಸರ್ವಧರ್ಮೀಯರಿಗೂ ಇಲ್ಲಿ ಅವಕಾಶ ಕಲ್ಪಿಸಲಾಗಿದೆ. ಭಕ್ತರ ಅನುಕೂಲಕ್ಕಾಗಿ ಶ್ರೀ ಸಾನಿಧ್ಯದಲ್ಲಿ ವಿಶೇಷ ವ್ಯವಸ್ಥೆ ಮಾಡಲಾಗಿದೆ. ಭಕ್ತರು ಇಲ್ಲಿ ಸಿಗುವ ಅನುಭವ ಅನನ್ಯ ಎಂದು ತಿಳಿಸಿದರು. bbox=[440, 1244, 588, 1300]
dharmasthala-col1-text: ಶ್ರೀ ಕ್ಷೇತ್ರ ಧರ್ಮಸ್ಥಳದ ಪವಿತ್ರ ಸನ್ನಿಧಿ ಶ್ರೀ ಸಾನಿಧ್ಯ ಕ್ಯೂ ಕಾಂಪ್ಲೆಕ್ಸ್ ಸೇವೆಗೆ ಒಂದು ವರ್ಷ ಪೂರ್ಣಗೊಂಡಿದೆ. ಧರ್ಮಾಧಿಕಾರಿ ಡಾ. ಡಿ. ವೀರೇಂದ್ರ ಹೆಗ್ಗಡೆ ಅವರ ನೇತೃತ್ವದಲ್ಲಿ ನಿರ್ಮಿಸಲಾದ ಈ ಸಂಕೀರ್ಣದಲ್ಲಿ ಭಕ್ತರಿಗೆ ಉಚಿತ ಸೌಲಭ್ಯಗಳನ್ನು ಒದಗಿಸಲಾಗುತ್ತಿದೆ. 2025ರ ಜನವರಿ 7ರಂದು ಉದ್ಘಾಟನೆಗೊಂಡ ಸಂಕೀರ್ಣವು ಅತ್ಯಾಧುನಿಕ ತಂತ್ರಜ್ಞಾನದಿಂದ ಕೂಡಿದೆ. ಶ್ರೀ ಕ್ಷೇತ್ರಕ್ಕೆ ಆಗಮಿಸುವ ಭಕ್ತರು 1 ವರ್ಷ ಪೂರೈಸಿದ ಹಿನ್ನೆಲೆಯಲ್ಲಿ ಸಂಭ್ರಮ ಆಚರಿಸಿದರು. bbox=[14, 1244, 194, 1300]
black-dot bbox=[76, 1444, 85, 1453]
magenta-dot bbox=[52, 1444, 61, 1453]
top-photo-caption: ಕೊಪ್ಪಳ ಜಿಲ್ಲೆ ಕುಷ್ಟಗಿ ತಾಲೂಕು ಕಲಾಲ ಬಂಡಿ ಗ್ರಾಮ ಈಶ್ವರ ಹನಸಿಗಿ ರವರ ಪುತ್ರಿ ಕುಮಾರಿ ನಿಂಬಯ್ಯ ಕಿತ್ತೂರಿ ಪ್ಲೆಟ್‌ಲೆಟ್ ಕೊರತೆಯಿಂದ ಬಳಲುತ್ತಿದ್ದು ಧಾರವಾಡದ ಎಸ್‌ಡಿಎಮ್ ಆಸ್ಪತ್ರೆಯಲ್ಲಿ ಚಿಕಿತ್ಸೆ ಪಡೆಯುತ್ತಿದ್ದಾರೆ. ಅವರ ಚಿಕಿತ್ಸೆಗೆ ಮಂಗಳೂರು ಶ್ರೀ ಹನುಮ ಆಚಾರ್ಯ ಸಮಾಜ ಸೇವಾ ಸಂಘ ವತಿಯಿಂದ ಸಹಾಯ ಹಸ್ತ ನೀಡಿದ್ದಾರೆ ಈ ಸಂದರ್ಭ ಸಂಘದ ಪದಾಧಿಕಾರಿಗಳು ಹಾಗೂ ಸರ್ವ ಸದಸ್ಯರು ಉಪಸ್ಥಿತರಿದ್ದರು. bbox=[206, 278, 584, 305]
laila-col2: ಪ್ರತಿಷ್ಠಾನದ ಅಧ್ಯಕ್ಷ ತಿಮ್ಮಯ ಕೆ. ಉಪಾಧ್ಯಕ್ಷ ಸತೀಶ್ ಪೂಜಾರಿ, ಪ್ರಧಾನ ಕಾರ್ಯದರ್ಶಿ ಮಹೇಶ್ ಸುವರ್ಣ, ಕೋಶಾಧಿಕಾರಿ ಪ್ರಶಾಂತ್ ರಾಜ್, ಪ್ರಮುಖರಾದ ದಿನೇಶ್ ಕೋಟ್ಯಾನ್, ಪುರುಷೋತ್ತಮ, ಕೃಷ್ಣಪ್ಪ ಪೂಜಾರಿ, ಚಂದ್ರಶೇಖರ ಹಾಗೂ ಪ್ರಮುಖರು ಉಪಸ್ಥಿತರಿದ್ದರು. bbox=[770, 1358, 932, 1395]
black-dot bbox=[476, 1444, 485, 1453]
kirusuddi-item2-title-l1: ಚೆನಕ ಕಪ್ bbox=[83, 618, 125, 632]
bottom-divider bbox=[594, 1180, 595, 1442]
